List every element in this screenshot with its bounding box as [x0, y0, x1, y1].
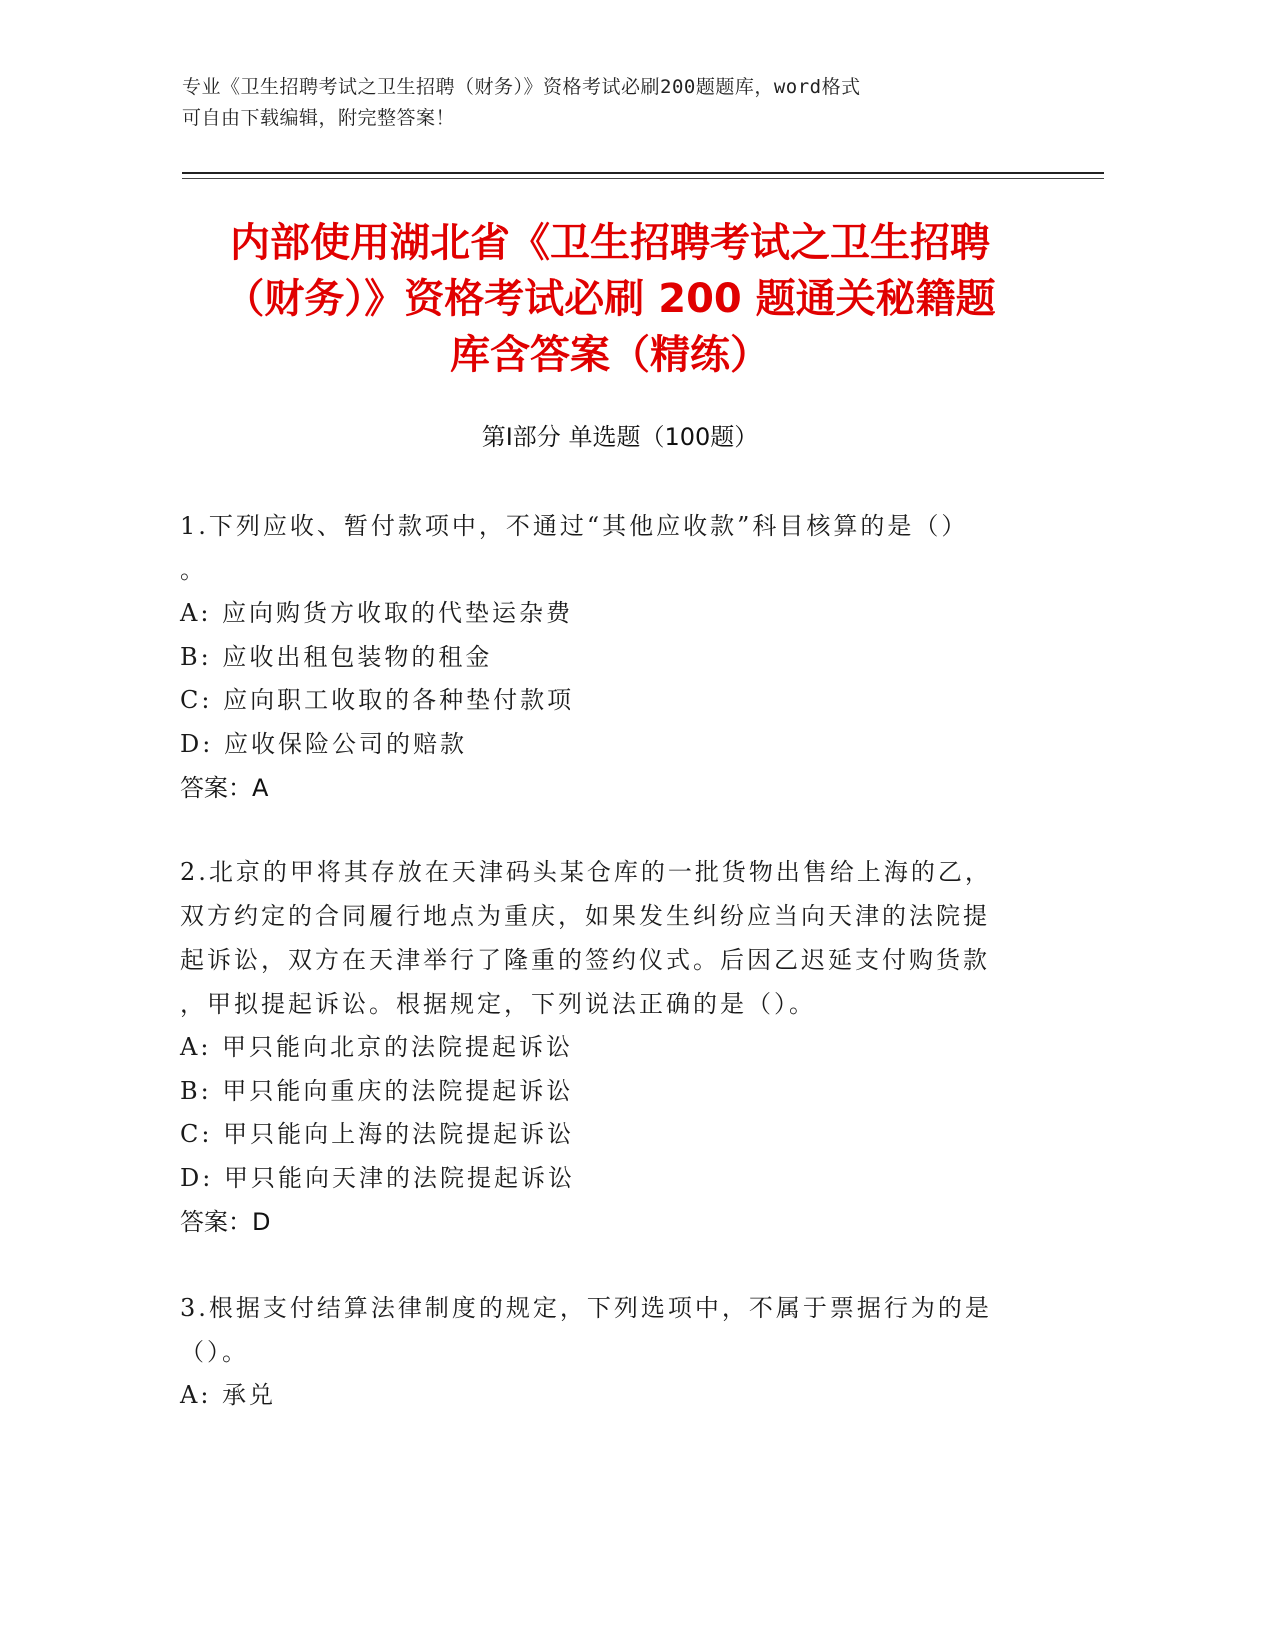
- document-title-line-2: （财务）》资格考试必刷 200 题通关秘籍题: [224, 276, 996, 322]
- option-a: A: 承兑: [180, 1381, 277, 1409]
- section-title: 第Ⅰ部分 单选题（100题）: [481, 423, 759, 451]
- document-title-line-1: 内部使用湖北省《卫生招聘考试之卫生招聘: [230, 220, 990, 266]
- header-note-line-1: 专业《卫生招聘考试之卫生招聘（财务）》资格考试必刷200题题库，word格式: [182, 76, 861, 98]
- option-a: A: 甲只能向北京的法院提起诉讼: [180, 1033, 574, 1061]
- question-3: [180, 1286, 1020, 1418]
- document-title-line-3: 库含答案（精练）: [450, 332, 770, 378]
- question-stem-line: （）。: [180, 1338, 249, 1366]
- question-1: [180, 504, 1020, 810]
- header-note-line-2: 可自由下载编辑，附完整答案！: [182, 107, 456, 129]
- option-c: C: 应向职工收取的各种垫付款项: [180, 686, 575, 714]
- question-stem: [180, 504, 1020, 592]
- question-stem-line: 2.北京的甲将其存放在天津码头某仓库的一批货物出售给上海的乙，: [180, 858, 992, 886]
- question-stem-line: ，甲拟提起诉讼。根据规定，下列说法正确的是（）。: [180, 990, 816, 1018]
- question-stem-line: 起诉讼，双方在天津举行了隆重的签约仪式。后因乙迟延支付购货款: [180, 946, 990, 974]
- header-divider-thick: [182, 172, 1104, 174]
- question-stem-line: 双方约定的合同履行地点为重庆，如果发生纠纷应当向天津的法院提: [180, 902, 990, 930]
- question-stem-line: 。: [180, 556, 207, 584]
- option-a: A: 应向购货方收取的代垫运杂费: [180, 599, 574, 627]
- answer: 答案：A: [180, 774, 269, 802]
- question-stem-line: 1.下列应收、暂付款项中，不通过“其他应收款”科目核算的是（）: [180, 512, 969, 540]
- question-stem: [180, 1286, 1020, 1374]
- header-note: [182, 72, 1062, 134]
- option-d: D: 甲只能向天津的法院提起诉讼: [180, 1163, 575, 1192]
- option-d: D: 应收保险公司的赔款: [180, 729, 467, 758]
- question-stem: [180, 850, 1020, 1026]
- question-2: [180, 850, 1020, 1244]
- header-divider-thin: [182, 178, 1104, 179]
- document-title: [170, 215, 1050, 383]
- option-b: B: 甲只能向重庆的法院提起诉讼: [180, 1076, 574, 1105]
- question-stem-line: 3.根据支付结算法律制度的规定，下列选项中，不属于票据行为的是: [180, 1294, 992, 1322]
- option-c: C: 甲只能向上海的法院提起诉讼: [180, 1120, 575, 1148]
- option-b: B: 应收出租包装物的租金: [180, 642, 493, 671]
- answer: 答案：D: [180, 1208, 271, 1236]
